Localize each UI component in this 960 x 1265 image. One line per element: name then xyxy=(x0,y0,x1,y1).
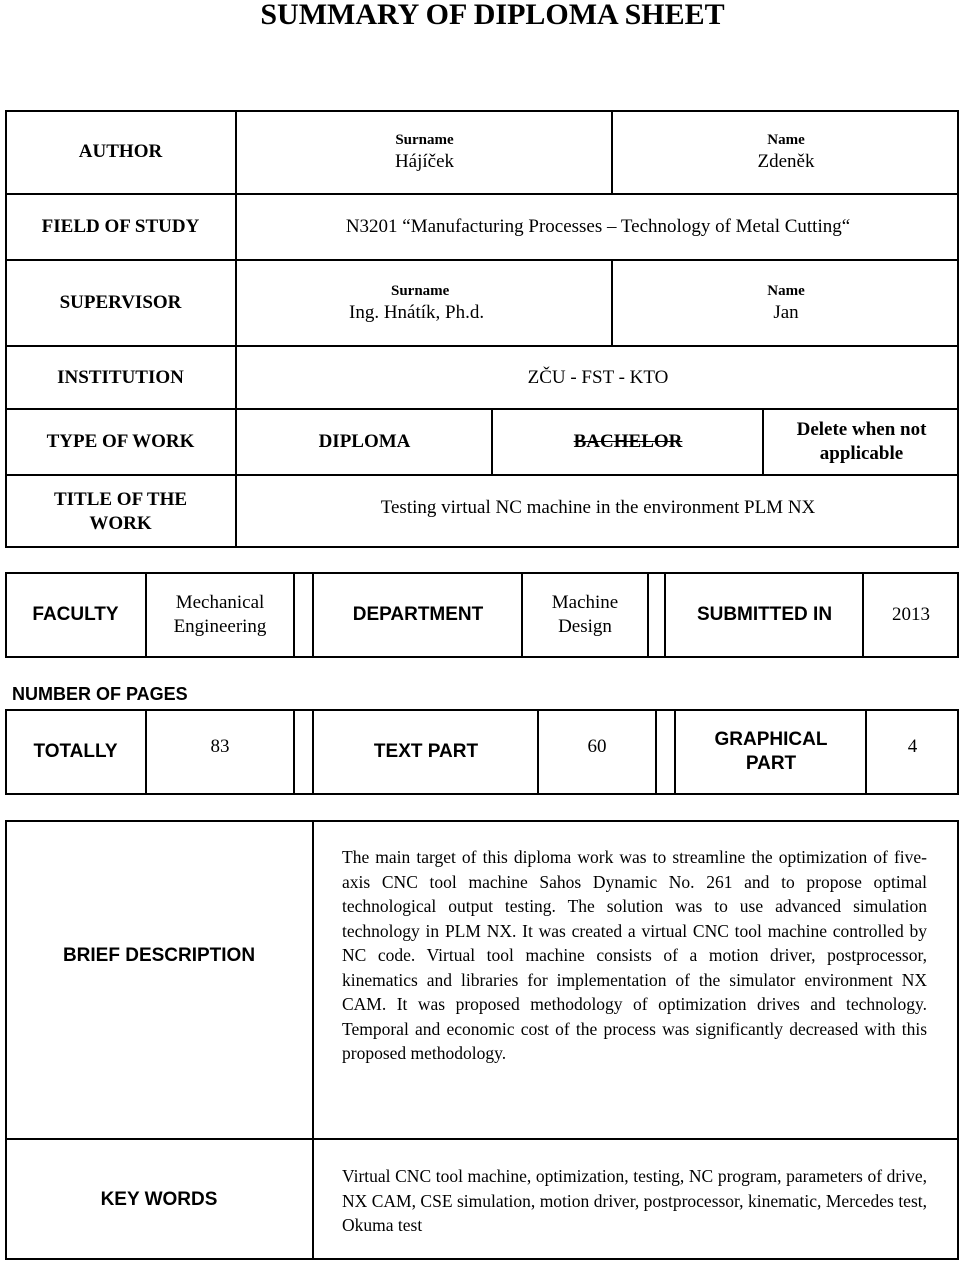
type-diploma: DIPLOMA xyxy=(318,431,411,452)
author-surname-cell xyxy=(237,110,612,194)
supervisor-name-cell xyxy=(613,260,959,346)
faculty-label: FACULTY xyxy=(32,604,119,625)
author-name: Zdeněk xyxy=(757,151,815,172)
totally-value: 83 xyxy=(210,736,230,757)
text-part-label: TEXT PART xyxy=(373,741,479,762)
submitted-in-value: 2013 xyxy=(892,604,930,625)
supervisor-surname-label: Surname xyxy=(391,283,450,299)
title-of-work-label: TITLE OF THE WORK xyxy=(53,488,188,534)
graphical-part-label: GRAPHICAL PART xyxy=(714,729,828,774)
key-words-label: KEY WORDS xyxy=(100,1188,218,1210)
supervisor-name-label: Name xyxy=(767,283,805,299)
department-value: Machine Design xyxy=(551,592,619,637)
field-of-study-value: N3201 “Manufacturing Processes – Technology of Metal Cutting“ xyxy=(345,216,851,237)
title-of-work-value: Testing virtual NC machine in the environment PLM NX xyxy=(380,497,816,518)
brief-description-label: BRIEF DESCRIPTION xyxy=(62,945,256,966)
text-part-value: 60 xyxy=(587,736,607,757)
faculty-value: Mechanical Engineering xyxy=(173,592,267,637)
supervisor-surname-cell xyxy=(237,268,612,338)
supervisor-name: Jan xyxy=(773,302,799,323)
type-of-work-label: TYPE OF WORK xyxy=(46,431,195,452)
institution-value: ZČU - FST - KTO xyxy=(527,366,669,388)
submitted-in-label: SUBMITTED IN xyxy=(696,604,833,625)
author-name-label: Name xyxy=(767,132,805,148)
institution-label: INSTITUTION xyxy=(57,366,184,388)
author-label: AUTHOR xyxy=(78,141,163,162)
totally-label: TOTALLY xyxy=(33,741,118,762)
type-bachelor: BACHELOR xyxy=(573,431,683,452)
graphical-part-value: 4 xyxy=(907,736,918,757)
author-name-cell xyxy=(613,110,959,194)
type-note: Delete when not applicable xyxy=(796,419,927,464)
brief-description-text: The main target of this diploma work was to streamline the optimization of five-axis CNC tool machine Sahos Dynamic No. 261 and to propose optimal technological output testing. The solution was to use advanced simulation technology in PLM NX. It was created a virtual CNC tool machine controlled by NC code. Virtual tool machine consists of a motion driver, postprocessor, kinematics and libraries for implementation of the simulator environment NX CAM. It was proposed methodology of optimization drives and technology. Temporal and economic cost of the process was significantly decreased with this proposed methodology. xyxy=(342,847,927,1063)
department-label: DEPARTMENT xyxy=(352,604,484,625)
key-words-text: Virtual CNC tool machine, optimization, testing, NC program, parameters of drive, NX CAM, CSE simulation, motion driver, postprocessor, kinematic, Mercedes test, Okuma test xyxy=(342,1166,927,1235)
author-surname-label: Surname xyxy=(395,132,454,148)
field-of-study-label: FIELD OF STUDY xyxy=(41,216,200,237)
supervisor-surname: Ing. Hnátík, Ph.d. xyxy=(349,302,485,323)
page-title: SUMMARY OF DIPLOMA SHEET xyxy=(260,0,725,31)
pages-heading: NUMBER OF PAGES xyxy=(12,684,188,704)
author-surname: Hájíček xyxy=(394,151,455,172)
supervisor-label: SUPERVISOR xyxy=(59,292,182,313)
